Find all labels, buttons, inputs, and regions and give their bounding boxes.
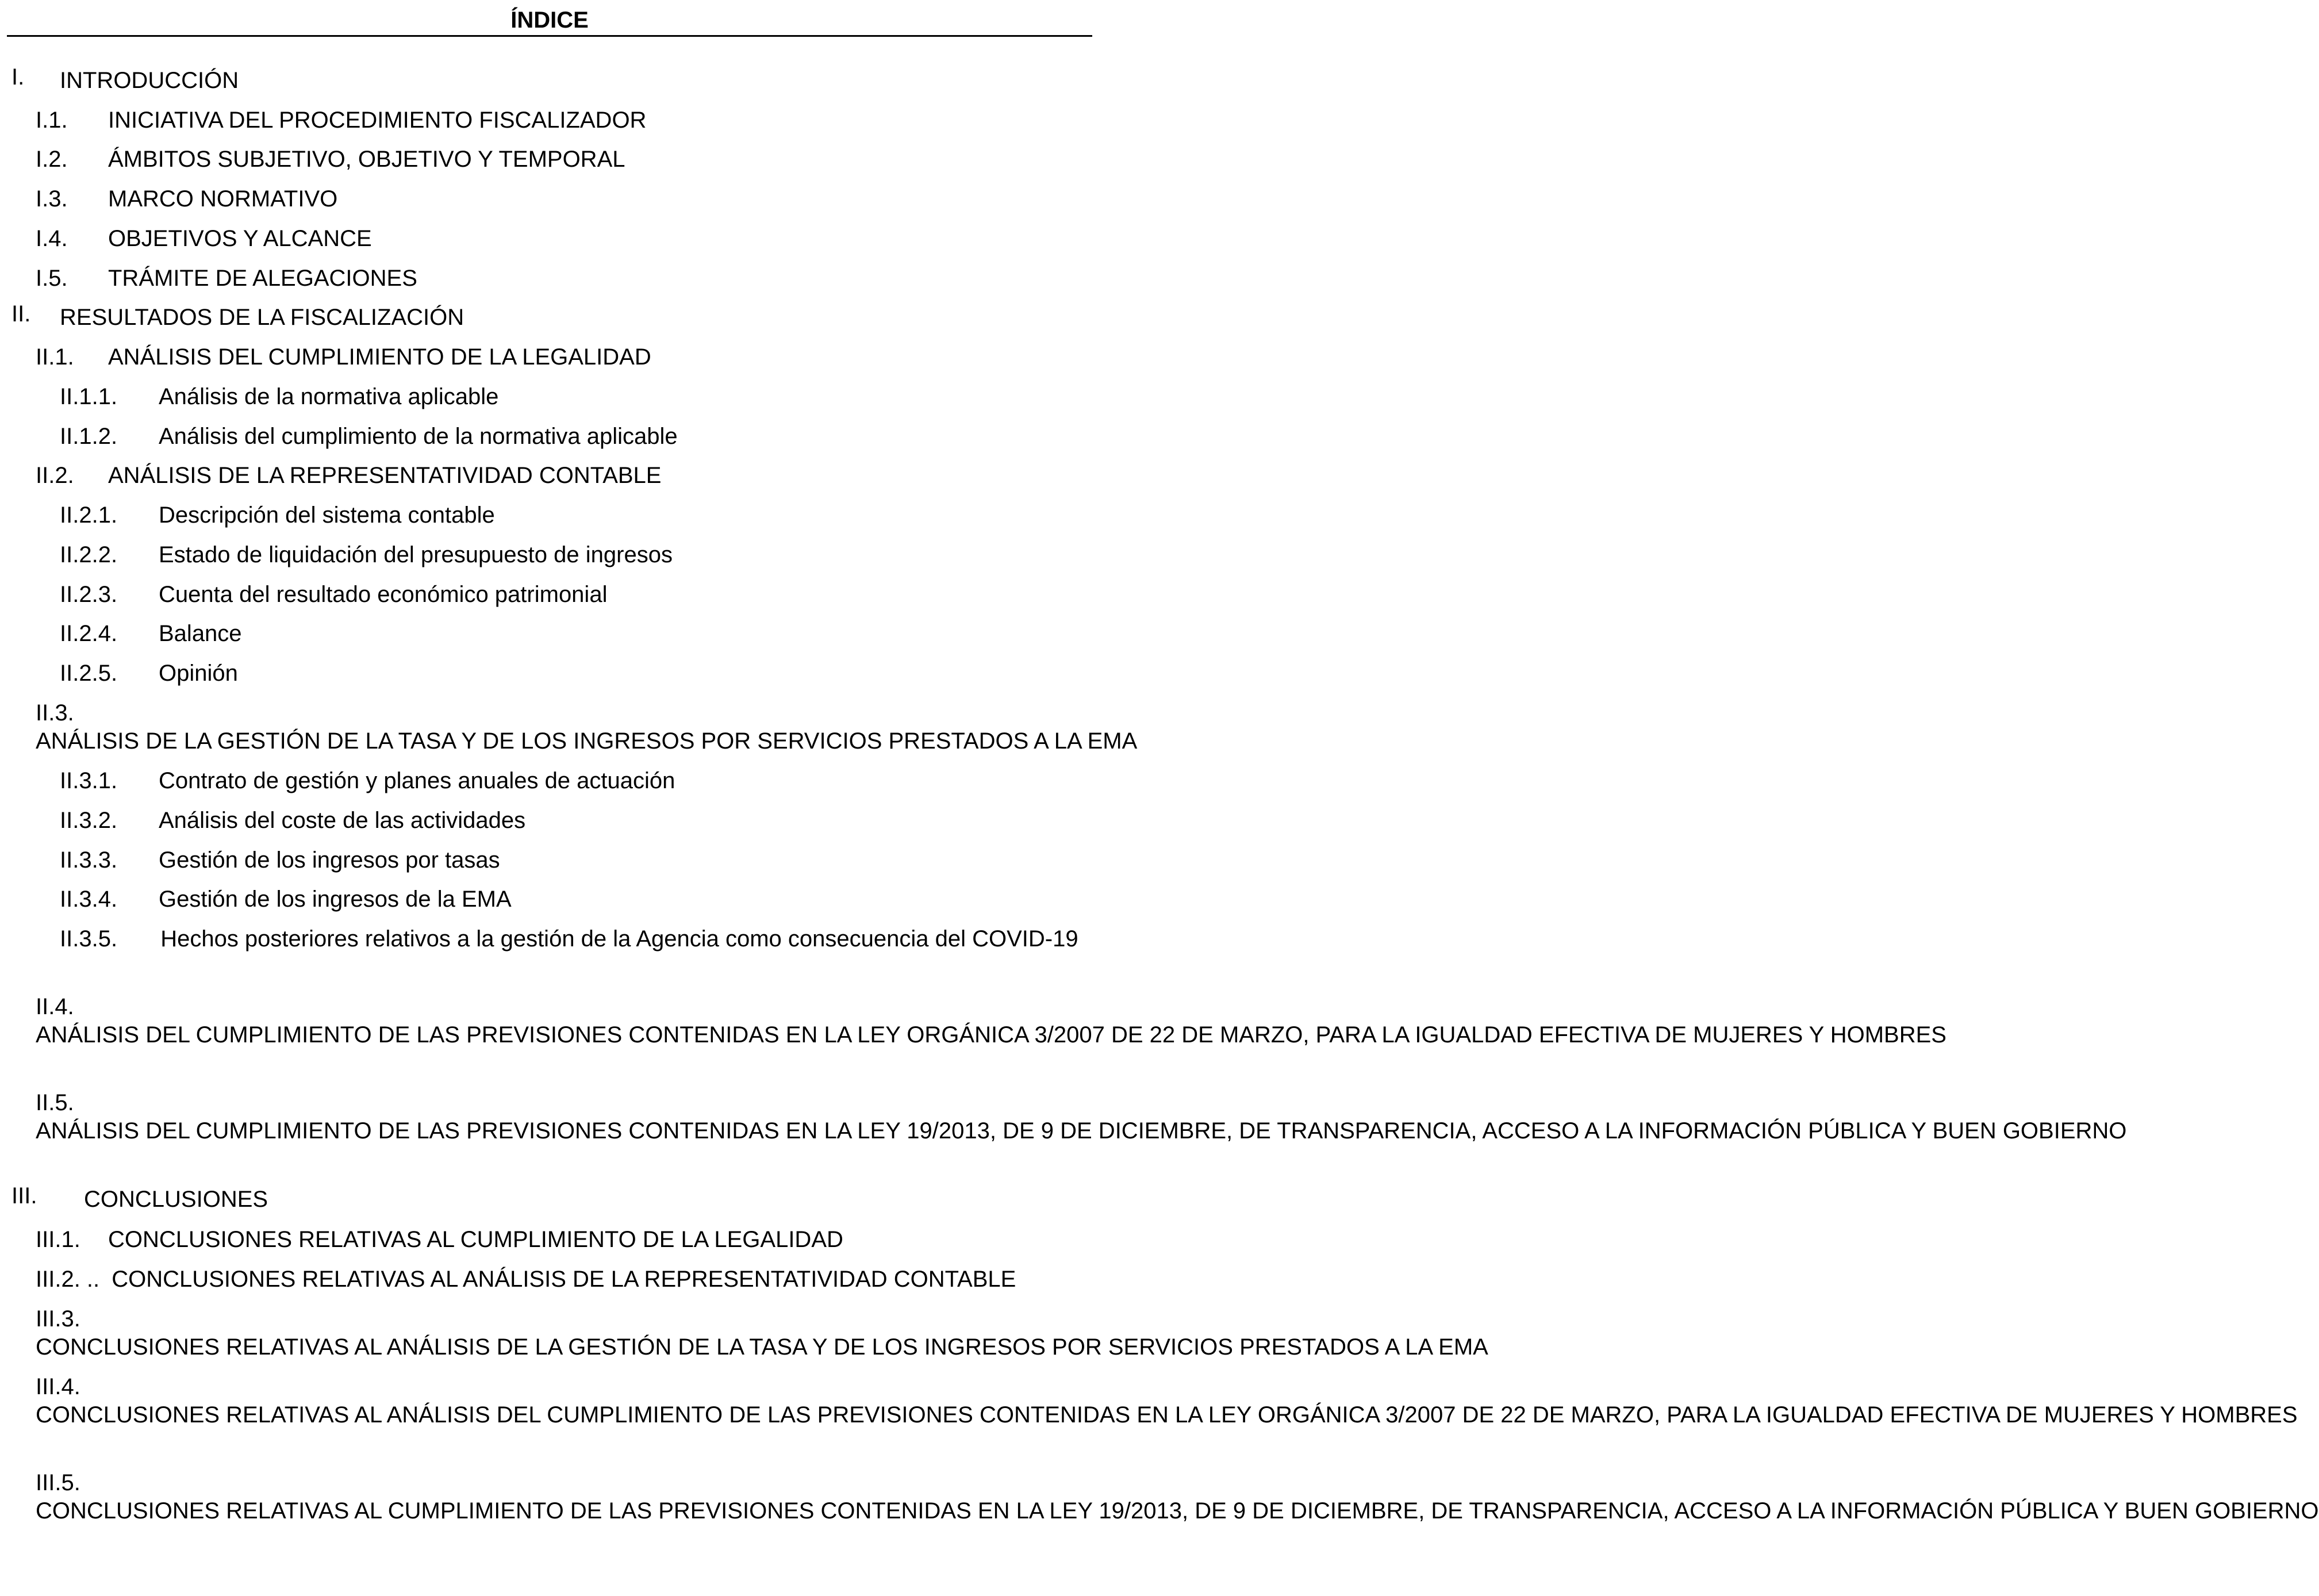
toc-number: II.3. — [36, 700, 74, 726]
toc-number: I.2. — [36, 147, 68, 172]
toc-number: I.1. — [36, 108, 68, 133]
toc-title: ANÁLISIS DEL CUMPLIMIENTO DE LA LEGALIDAD — [108, 344, 651, 370]
toc-number: II.1.1. — [60, 384, 118, 409]
toc-number: III.1. — [36, 1227, 80, 1252]
toc-title: Balance — [159, 621, 242, 646]
toc-title: OBJETIVOS Y ALCANCE — [108, 226, 372, 251]
toc-number: II.4. — [36, 994, 74, 1019]
toc-title: CONCLUSIONES RELATIVAS AL ANÁLISIS DE LA REPRESENTATIVIDAD CONTABLE — [112, 1267, 1016, 1292]
toc-subitem[interactable] — [60, 925, 1091, 953]
page-title: ÍNDICE — [510, 7, 589, 33]
toc-title: Análisis del cumplimiento de la normativa aplicable — [159, 424, 678, 449]
toc-title: Análisis de la normativa aplicable — [159, 384, 499, 409]
toc-title: ÁMBITOS SUBJETIVO, OBJETIVO Y TEMPORAL — [108, 147, 625, 172]
toc-title: ANÁLISIS DE LA REPRESENTATIVIDAD CONTABLE — [108, 463, 662, 488]
toc-title: ANÁLISIS DEL CUMPLIMIENTO DE LAS PREVISIONES CONTENIDAS EN LA LEY 19/2013, DE 9 DE DICIEMBRE, DE TRANSPARENCIA, ACCESO A LA INFORMACIÓN PÚBLICA Y BUEN GOBIERNO — [36, 1118, 2127, 1144]
toc-number: II.3.2. — [60, 808, 118, 833]
toc-number: III.5. — [36, 1470, 80, 1495]
toc-number: II.5. — [36, 1090, 74, 1115]
toc-title: Estado de liquidación del presupuesto de ingresos — [159, 542, 673, 567]
toc-title: Descripción del sistema contable — [159, 502, 495, 528]
toc-number: III.3. — [36, 1306, 80, 1332]
toc-number: II.3.4. — [60, 887, 118, 912]
toc-number: II.2.3. — [60, 582, 118, 607]
toc-number: II.3.3. — [60, 847, 118, 873]
title-underline — [7, 35, 1092, 37]
toc-title: Análisis del coste de las actividades — [159, 808, 526, 833]
toc-number: III.2. .. — [36, 1267, 100, 1292]
toc-title: Hechos posteriores relativos a la gestión de la Agencia como consecuencia del COVID-19 — [160, 926, 1078, 952]
toc-title: Gestión de los ingresos por tasas — [159, 847, 500, 873]
toc-number: I. — [11, 64, 25, 90]
toc-item[interactable] — [36, 1265, 1091, 1294]
toc-number: III. — [11, 1183, 37, 1208]
toc-title: Gestión de los ingresos de la EMA — [159, 887, 512, 912]
toc-number: II.2.4. — [60, 621, 118, 646]
toc-title: CONCLUSIONES RELATIVAS AL CUMPLIMIENTO DE LA LEGALIDAD — [108, 1227, 843, 1252]
toc-title: ANÁLISIS DEL CUMPLIMIENTO DE LAS PREVISIONES CONTENIDAS EN LA LEY ORGÁNICA 3/2007 DE 22 DE MARZO, PARA LA IGUALDAD EFECTIVA DE MUJERES Y HOMBRES — [36, 1022, 1946, 1048]
toc-item[interactable] — [36, 993, 1946, 1049]
toc-title: MARCO NORMATIVO — [108, 186, 338, 212]
toc-item[interactable] — [36, 1469, 2319, 1525]
toc-title: Cuenta del resultado económico patrimonial — [159, 582, 608, 607]
toc-title: Opinión — [159, 661, 238, 686]
toc-item[interactable] — [36, 1373, 2298, 1429]
toc-title: CONCLUSIONES RELATIVAS AL CUMPLIMIENTO DE LAS PREVISIONES CONTENIDAS EN LA LEY 19/2013, DE 9 DE DICIEMBRE, DE TRANSPARENCIA, ACCESO A LA INFORMACIÓN PÚBLICA Y BUEN GOBIERNO — [36, 1498, 2319, 1524]
toc-title: ANÁLISIS DE LA GESTIÓN DE LA TASA Y DE LOS INGRESOS POR SERVICIOS PRESTADOS A LA EMA — [36, 728, 1138, 754]
toc-number: I.5. — [36, 266, 68, 291]
toc-title: CONCLUSIONES — [84, 1187, 268, 1212]
toc-title: TRÁMITE DE ALEGACIONES — [108, 266, 417, 291]
toc-number: II.2.2. — [60, 542, 118, 567]
toc-title: CONCLUSIONES RELATIVAS AL ANÁLISIS DE LA GESTIÓN DE LA TASA Y DE LOS INGRESOS POR SERVICIOS PRESTADOS A LA EMA — [36, 1334, 1488, 1360]
toc-item[interactable] — [36, 699, 1138, 755]
toc-number: II.2.5. — [60, 661, 118, 686]
toc-number: II.2.1. — [60, 502, 118, 528]
toc-number: II.1.2. — [60, 424, 118, 449]
toc-title: INICIATIVA DEL PROCEDIMIENTO FISCALIZADOR — [108, 108, 647, 133]
toc-number: III.4. — [36, 1374, 80, 1399]
toc-number: I.4. — [36, 226, 68, 251]
toc-item[interactable] — [36, 1089, 2127, 1145]
toc-number: II.1. — [36, 344, 74, 370]
toc-title: INTRODUCCIÓN — [60, 68, 239, 93]
toc-title: CONCLUSIONES RELATIVAS AL ANÁLISIS DEL CUMPLIMIENTO DE LAS PREVISIONES CONTENIDAS EN LA LEY ORGÁNICA 3/2007 DE 22 DE MARZO, PARA LA IGUALDAD EFECTIVA DE MUJERES Y HOMBRES — [36, 1402, 2298, 1428]
toc-title: Contrato de gestión y planes anuales de actuación — [159, 768, 675, 793]
toc-number: II.3.5. — [60, 926, 118, 952]
toc-item[interactable] — [36, 1305, 1488, 1361]
toc-number: I.3. — [36, 186, 68, 212]
toc-number: II.3.1. — [60, 768, 118, 793]
toc-number: II. — [11, 301, 31, 327]
toc-number: II.2. — [36, 463, 74, 488]
toc-title: RESULTADOS DE LA FISCALIZACIÓN — [60, 305, 464, 330]
